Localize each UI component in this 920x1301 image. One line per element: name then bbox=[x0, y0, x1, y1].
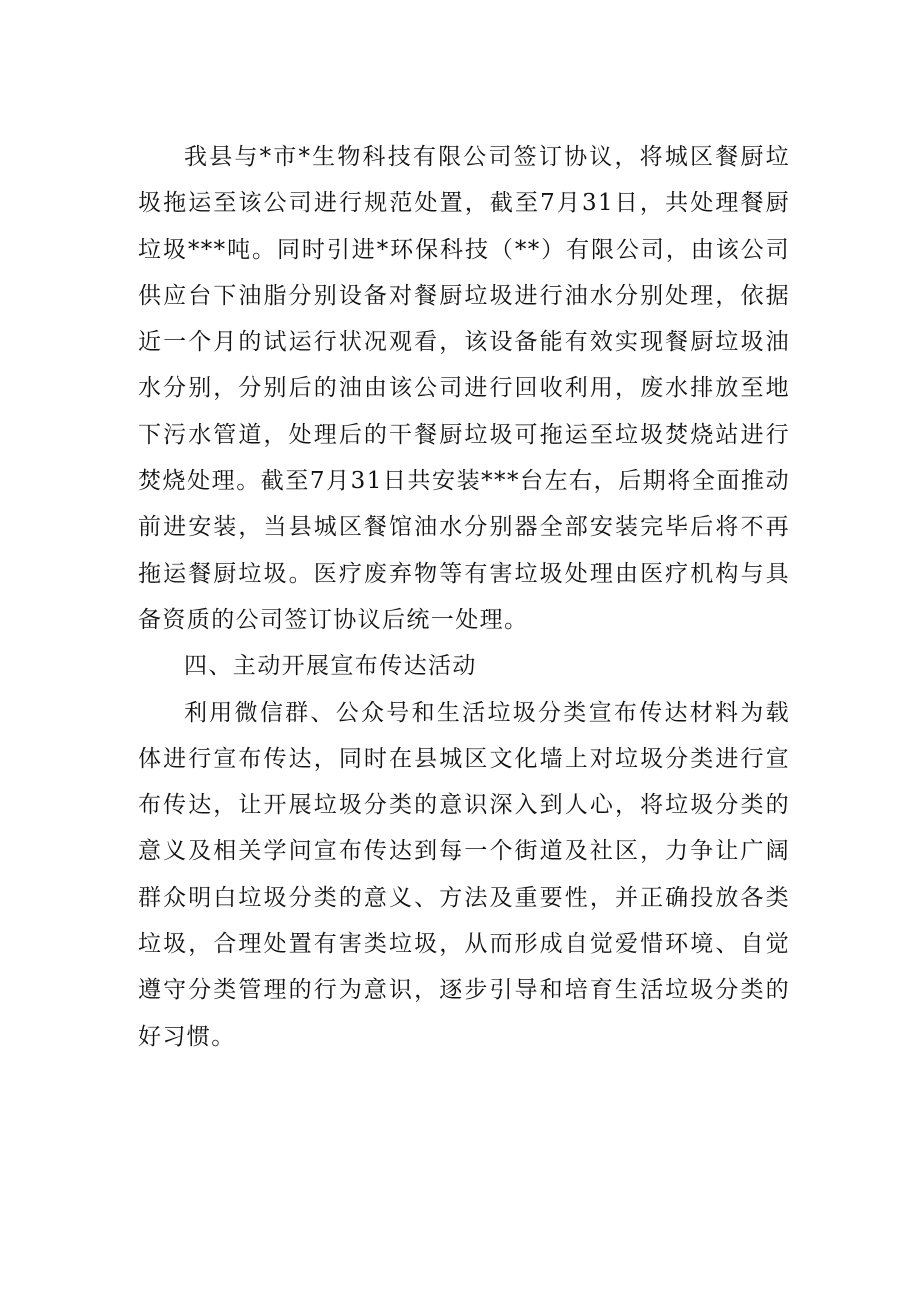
section-heading-publicity: 四、主动开展宣布传达活动 bbox=[184, 653, 477, 680]
paragraph-kitchen-waste: 我县与*市*生物科技有限公司签订协议，将城区餐厨垃圾拖运至该公司进行规范处置，截至7月31日，共处理餐厨垃圾***吨。同时引进*环保科技（**）有限公司，由该公司供应台下油脂分别设备对餐厨垃圾进行油水分别处理，依据近一个月的试运行状况观看，该设备能有效实现餐厨垃圾油水分别，分别后的油由该公司进行回收利用，废水排放至地下污水管道，处理后的干餐厨垃圾可拖运至垃圾焚烧站进行焚烧处理。截至7月31日共安装***台左右，后期将全面推动前进安装，当县城区餐馆油水分别器全部安装完毕后将不再拖运餐厨垃圾。医疗废弃物等有害垃圾处理由医疗机构与具备资质的公司签订协议后统一处理。 bbox=[138, 144, 790, 633]
paragraph-publicity: 利用微信群、公众号和生活垃圾分类宣布传达材料为载体进行宣布传达，同时在县城区文化墙上对垃圾分类进行宣布传达，让开展垃圾分类的意识深入到人心，将垃圾分类的意义及相关学问宣布传达到每一个街道及社区，力争让广阔群众明白垃圾分类的意义、方法及重要性，并正确投放各类垃圾，合理处置有害类垃圾，从而形成自觉爱惜环境、自觉遵守分类管理的行为意识，逐步引导和培育生活垃圾分类的好习惯。 bbox=[138, 699, 790, 1050]
document-body bbox=[138, 134, 790, 1060]
